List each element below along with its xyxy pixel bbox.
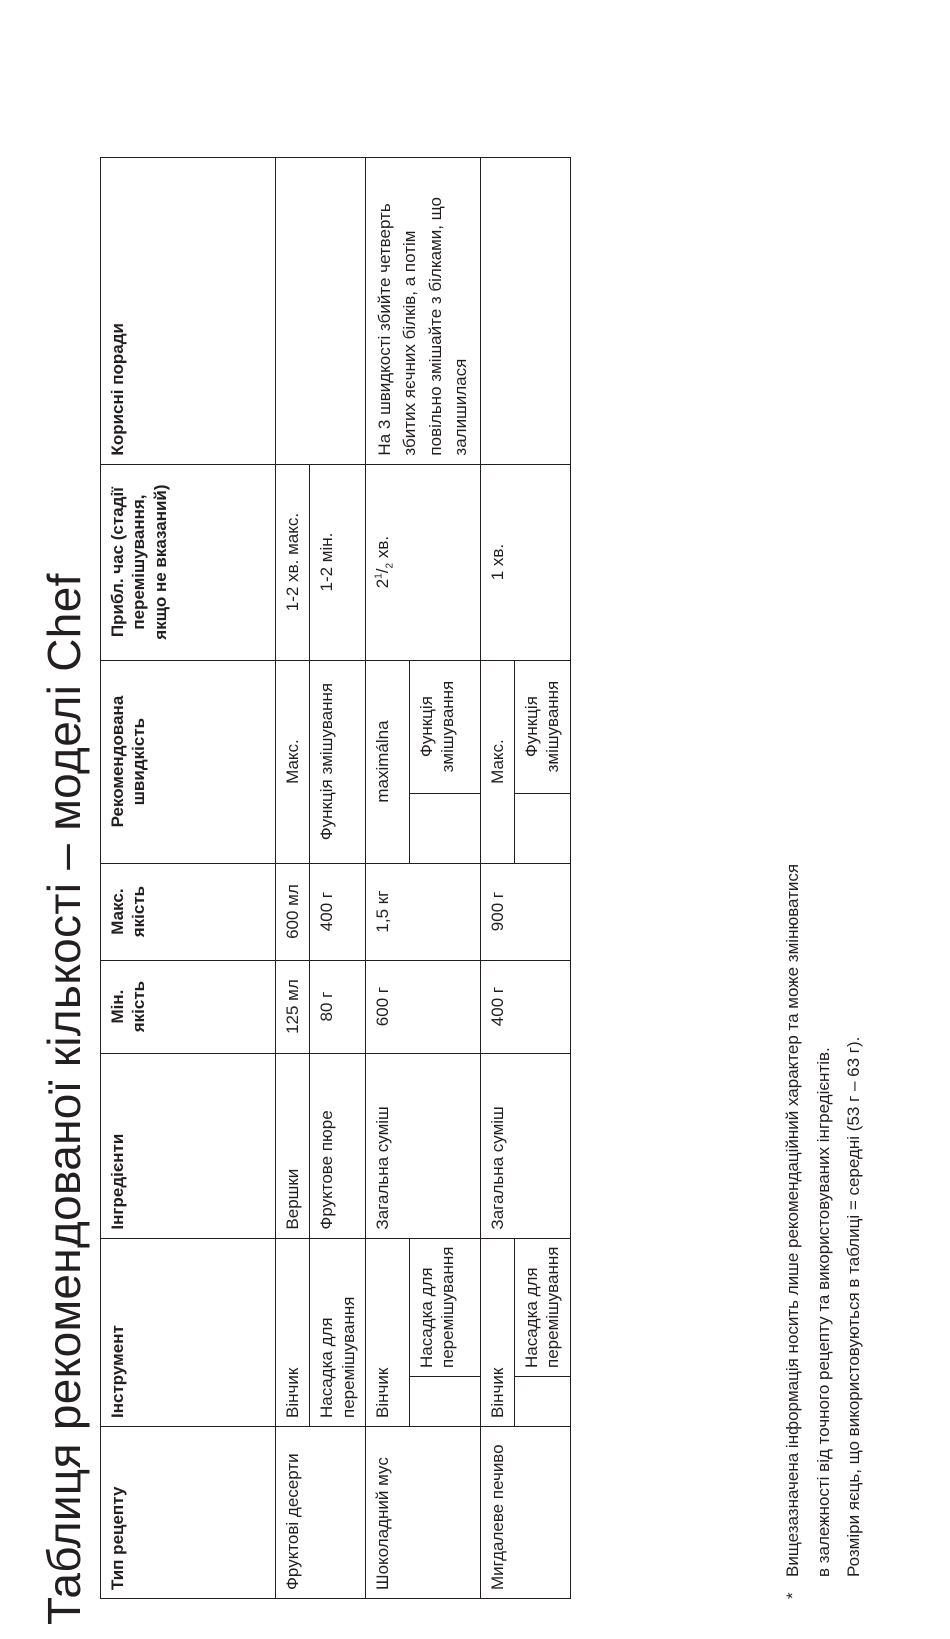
cell-ingredients: Фруктове пюре (310, 1053, 366, 1238)
cell-indent-spacer (515, 793, 571, 863)
table-row (365, 157, 409, 1598)
cell-ingredients: Загальна суміш (480, 1053, 570, 1238)
cell-tool: Насадка для перемішування (310, 1238, 366, 1426)
header-recipe-type: Тип рецепту (101, 1427, 276, 1599)
cell-ingredients: Загальна суміш (365, 1053, 480, 1238)
header-ingredients: Інгредієнти (101, 1053, 276, 1238)
cell-tips (276, 157, 366, 464)
cell-speed: Макс. (480, 660, 514, 863)
cell-time: 1-2 хв. макс. (276, 464, 310, 660)
header-useful-tips: Корисні поради (101, 157, 276, 464)
cell-speed: Функція змішування (515, 660, 571, 793)
cell-tool: Вінчик (365, 1238, 409, 1426)
footnote-text-2: в залежності від точного рецепту та використовуваних інгредієнтів. (813, 1047, 833, 1577)
cell-tool: Насадка для перемішування (515, 1238, 571, 1376)
header-tool: Інструмент (101, 1238, 276, 1426)
footnote-text-3: Розміри яєць, що використовуються в таблиці = середні (53 г – 63 г). (844, 1036, 864, 1577)
cell-min: 400 г (480, 960, 570, 1053)
cell-time: 1 хв. (480, 464, 570, 660)
cell-indent-spacer (409, 1377, 480, 1427)
cell-ingredients: Вершки (276, 1053, 310, 1238)
cell-speed: Макс. (276, 660, 310, 863)
cell-max: 1,5 кг (365, 863, 480, 960)
cell-time: $2^1/_2$ хв. (365, 464, 480, 660)
cell-speed: maximálna (365, 660, 409, 863)
header-recommended-speed: Рекомендована швидкість (101, 660, 276, 863)
time-fraction-denominator: 2 (384, 562, 396, 569)
cell-tool: Вінчик (276, 1238, 310, 1426)
cell-recipe-type: Фруктові десерти (276, 1427, 366, 1599)
cell-recipe-type: Мигдалеве печиво (480, 1427, 570, 1599)
time-whole: 2 (372, 578, 392, 589)
cell-min: 125 мл (276, 960, 310, 1053)
header-approx-time: Прибл. час (стадії перемішування, якщо не вказаний) (101, 464, 276, 660)
table-row (276, 157, 310, 1598)
cell-tool: Вінчик (480, 1238, 514, 1426)
recipe-quantity-table (100, 157, 571, 1599)
footnote-line (778, 39, 809, 1599)
table-row (480, 157, 514, 1598)
cell-speed: Функція змішування (310, 660, 366, 863)
header-max-quantity: Макс. якість (101, 863, 276, 960)
cell-tips: На 3 швидкості збийте четверть збитих яєчних білків, а потім повільно змішайте з білками, що залишилася (365, 157, 480, 464)
footnote-asterisk: * (783, 1592, 802, 1599)
table-header-row (101, 157, 276, 1598)
cell-tool: Насадка для перемішування (409, 1238, 480, 1376)
cell-max: 400 г (310, 863, 366, 960)
cell-min: 600 г (365, 960, 480, 1053)
cell-indent-spacer (409, 793, 480, 863)
cell-indent-spacer (515, 1377, 571, 1427)
footnote-text-1: Вищезазначена інформація носить лише рекомендаційний характер та може змінюватися (783, 863, 802, 1577)
time-fraction-numerator: 1 (373, 573, 385, 579)
cell-tips (480, 157, 570, 464)
time-unit: хв. (372, 535, 392, 559)
cell-max: 600 мл (276, 863, 310, 960)
footnotes (778, 39, 870, 1599)
page-title: Таблиця рекомендованої кількості – моделі Chef (37, 573, 90, 1625)
cell-time: 1-2 мін. (310, 464, 366, 660)
cell-speed: Функція змішування (409, 660, 480, 793)
header-min-quantity: Мін. якість (101, 960, 276, 1053)
cell-recipe-type: Шоколадний мус (365, 1427, 480, 1599)
cell-max: 900 г (480, 863, 570, 960)
cell-min: 80 г (310, 960, 366, 1053)
